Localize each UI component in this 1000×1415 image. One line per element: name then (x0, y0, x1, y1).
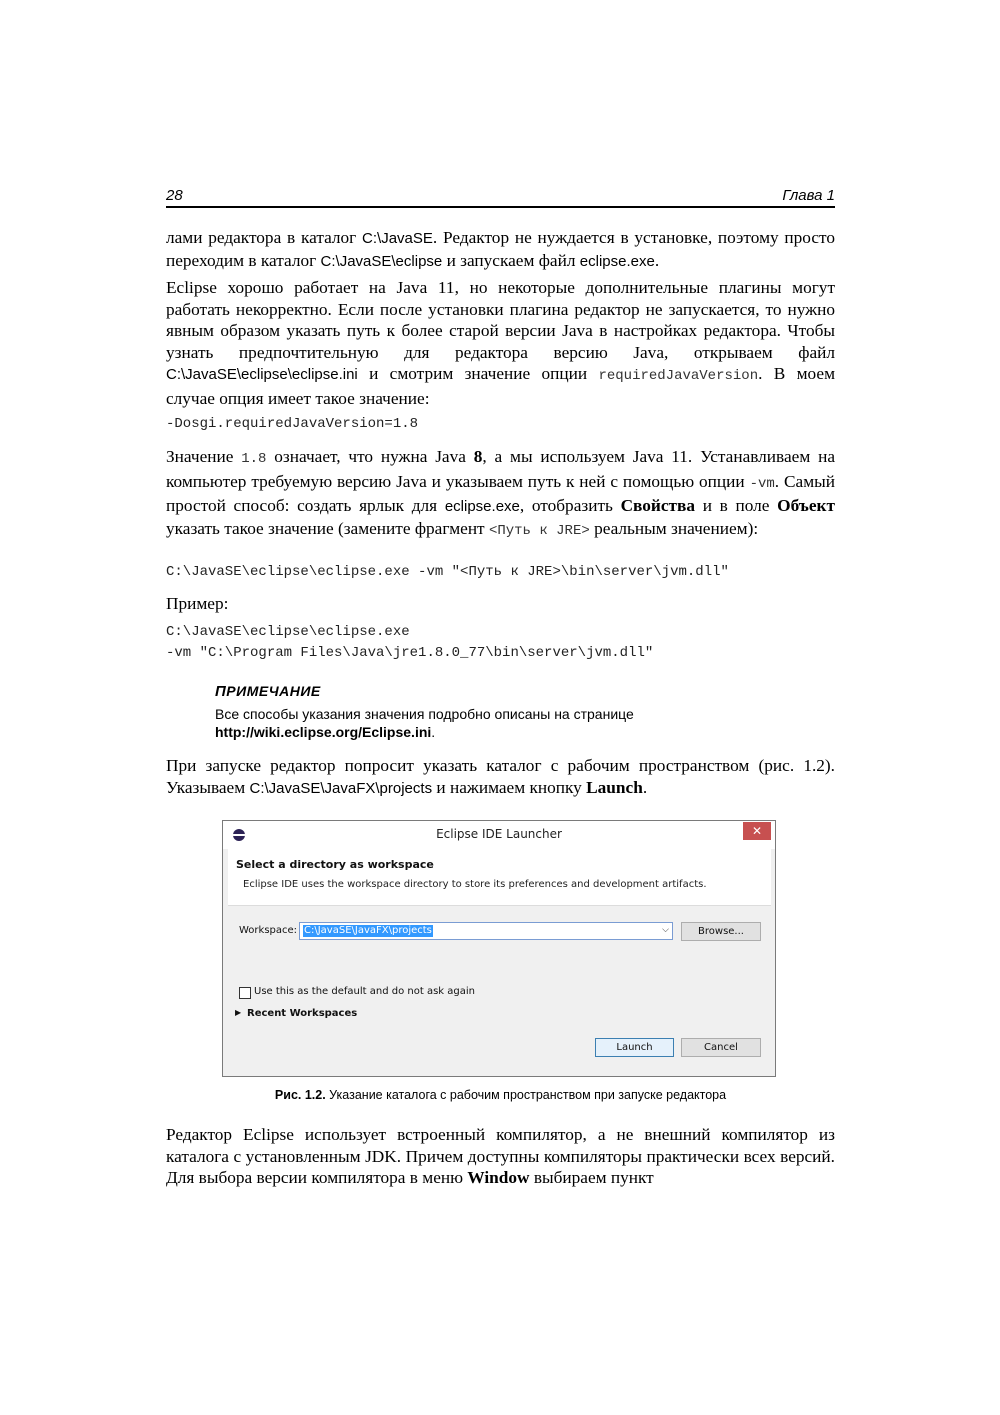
launch-button[interactable]: Launch (595, 1038, 674, 1057)
close-icon: ✕ (751, 824, 763, 838)
bold-window-menu: Window (467, 1168, 530, 1187)
text-run: Eclipse хорошо работает на Java 11, но некоторые дополнительные плагины могут работать некорректно. Если после установки плагина редактор не запускается, то нужно явным образом указать путь к более старой версии Java в настройках редактора. Чтобы узнать предпочтительную для редактора версию Java, открываем файл (166, 278, 835, 362)
bold-properties: Свойства (620, 496, 696, 515)
paragraph-3 (166, 446, 835, 542)
text-run: , отобразить (519, 496, 621, 515)
text-run: . (642, 777, 648, 797)
text-run: означает, что нужна Java (266, 447, 474, 466)
inline-fragment: <Путь к JRE> (488, 522, 590, 539)
text-run: указать такое значение (замените фрагмент (166, 518, 489, 538)
inline-option: -vm (749, 475, 775, 492)
text-run: Значение (166, 447, 242, 466)
expand-arrow-icon[interactable]: ▶ (235, 1008, 242, 1017)
bold-launch: Launch (586, 777, 643, 797)
note-link[interactable]: http://wiki.eclipse.org/Eclipse.ini (215, 724, 432, 740)
close-button[interactable] (743, 822, 771, 840)
note-title (215, 683, 775, 700)
chapter-title: Глава 1 (782, 187, 835, 204)
cancel-button[interactable]: Cancel (681, 1038, 761, 1057)
option-name: requiredJavaVersion (598, 368, 759, 384)
text-run: При запуске редактор попросит указать каталог с рабочим пространством (рис. 1.2). Указываем (166, 756, 835, 797)
file-eclipse-exe: eclipse.exe (444, 498, 520, 515)
text-run: . Редактор не нуждается в установке, поэтому просто переходим в каталог (166, 228, 836, 270)
code-required-version: -Dosgi.requiredJavaVersion=1.8 (166, 416, 419, 432)
file-eclipse-exe: eclipse.exe (579, 252, 655, 270)
dialog-title: Eclipse IDE Launcher (436, 827, 562, 841)
caption-label: Рис. 1.2. (274, 1088, 326, 1102)
dialog-description: Eclipse IDE uses the workspace directory to store its preferences and development artifacts. (243, 879, 707, 890)
workspace-combobox[interactable] (299, 922, 673, 940)
text-run: . Самый простой способ: создать ярлык для (166, 471, 835, 515)
path-projects: C:\JavaSE\JavaFX\projects (249, 779, 433, 797)
default-checkbox-label[interactable]: Use this as the default and do not ask again (254, 986, 475, 997)
text-run: . В моем случае опция имеет такое значение: (166, 364, 835, 408)
text-run: выбираем пункт (529, 1168, 654, 1187)
path-javase: C:\JavaSE (362, 230, 433, 247)
paragraph-2 (166, 277, 835, 409)
note-period: . (431, 724, 436, 740)
note-title-rest: РИМЕЧАНИЕ (226, 683, 321, 699)
bold-version: 8 (473, 447, 483, 466)
paragraph-5 (166, 1124, 835, 1189)
text-run: и нажимаем кнопку (432, 777, 587, 797)
text-run: и смотрим значение опции (357, 364, 599, 383)
path-eclipse-ini: C:\JavaSE\eclipse\eclipse.ini (166, 366, 358, 383)
figure-caption (166, 1088, 835, 1102)
text-run: и в поле (695, 496, 778, 515)
text-run: и запускаем файл (442, 250, 580, 270)
eclipse-launcher-dialog (222, 820, 776, 1077)
note-body: Все способы указания значения подробно описаны на странице (215, 706, 634, 722)
bold-object: Объект (777, 496, 835, 515)
note-box (215, 683, 775, 741)
text-run: Редактор Eclipse использует встроенный компилятор, а не внешний компилятор из каталога с установленным JDK. Причем доступны компиляторы практически всех версий. Для выбора версии компилятора в меню (166, 1125, 835, 1187)
path-eclipse: C:\JavaSE\eclipse (320, 252, 443, 270)
text-run: , а мы используем Java 11. Устанавливаем на компьютер требуемую версию Java и указываем путь к ней с помощью опции (166, 447, 835, 491)
note-title-initial: П (215, 683, 227, 700)
example-label: Пример: (166, 594, 229, 613)
workspace-value: C:\JavaSE\JavaFX\projects (304, 925, 432, 936)
page-number: 28 (166, 187, 183, 204)
inline-value: 1.8 (241, 451, 267, 467)
text-run: лами редактора в каталог (166, 228, 363, 247)
dialog-titlebar (223, 821, 775, 849)
paragraph-4 (166, 755, 835, 799)
code-example: C:\JavaSE\eclipse\eclipse.exe -vm "C:\Program Files\Java\jre1.8.0_77\bin\server\jvm.dll" (166, 624, 654, 661)
running-header (166, 186, 835, 208)
note-text (215, 705, 775, 741)
dialog-header-panel (228, 849, 771, 906)
text-run: реальным значением): (589, 518, 759, 538)
recent-workspaces-toggle[interactable]: Recent Workspaces (247, 1008, 358, 1019)
code-shortcut: C:\JavaSE\eclipse\eclipse.exe -vm "<Путь к JRE>\bin\server\jvm.dll" (166, 564, 729, 580)
workspace-label: Workspace: (239, 925, 298, 936)
caption-text: Указание каталога с рабочим пространством при запуске редактора (325, 1088, 727, 1102)
dialog-heading: Select a directory as workspace (236, 858, 434, 871)
paragraph-1 (166, 227, 835, 272)
browse-button[interactable]: Browse... (681, 922, 761, 941)
default-checkbox[interactable] (239, 987, 251, 999)
text-run: . (654, 250, 660, 270)
chevron-down-icon[interactable]: ⌵ (662, 925, 669, 935)
